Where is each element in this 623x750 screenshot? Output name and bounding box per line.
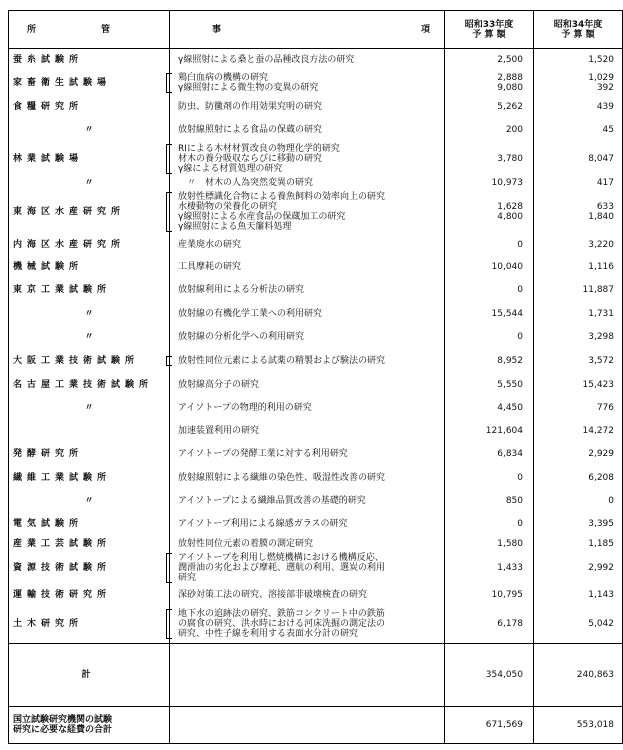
row-matter-item: 放射線の分析化学への利用研究 bbox=[178, 331, 305, 342]
row-matter-item: γ線照射による水産食品の保蔵加工の研究 bbox=[178, 211, 346, 222]
row-matter-item: アイソトープによる繊維品質改善の基礎的研究 bbox=[178, 495, 366, 506]
row-fy34-value: 1,731 bbox=[588, 308, 614, 319]
row-fy33-value: 4,450 bbox=[497, 402, 523, 413]
row-matter-item: 放射線高分子の研究 bbox=[178, 379, 260, 390]
grand-total-empty bbox=[170, 707, 445, 744]
row-fy34 bbox=[534, 512, 623, 536]
row-fy33 bbox=[445, 374, 534, 396]
row-fy34 bbox=[534, 256, 623, 278]
row-matter-item: 材木の養分吸収ならびに移動の研究 bbox=[178, 153, 323, 164]
row-matter-lines bbox=[174, 73, 440, 93]
row-fy33 bbox=[445, 49, 534, 71]
grand-total-label bbox=[9, 707, 170, 744]
row-matter-item: 加速装置利用の研究 bbox=[178, 425, 260, 436]
row-office: 東海区水産研究所 bbox=[13, 206, 126, 217]
row-fy34 bbox=[534, 302, 623, 326]
row-fy34 bbox=[534, 118, 623, 142]
row-matter bbox=[170, 118, 445, 142]
row-matter-lines bbox=[174, 309, 440, 319]
table-row bbox=[9, 552, 623, 584]
row-matter-item: 地下水の追跡法の研究、鉄筋コンクリート中の鉄筋 bbox=[178, 609, 385, 620]
row-fy34 bbox=[534, 584, 623, 606]
row-matter-lines bbox=[174, 553, 440, 583]
row-fy34-value: 2,929 bbox=[588, 448, 614, 459]
row-matter-lines bbox=[174, 449, 440, 459]
row-matter-item: の腐食の研究、洪水時における河床洗掘の測定法の bbox=[178, 619, 386, 630]
header-fy33-year: 昭和33年度 bbox=[464, 19, 514, 30]
row-matter-lines bbox=[174, 192, 440, 232]
row-fy33-value: 0 bbox=[517, 331, 523, 342]
row-fy33-value: 10,040 bbox=[491, 261, 523, 272]
header-fy34-label: 予 算 額 bbox=[561, 29, 595, 40]
table-row bbox=[9, 490, 623, 512]
table-row bbox=[9, 118, 623, 142]
row-fy34 bbox=[534, 49, 623, 71]
row-fy33 bbox=[445, 490, 534, 512]
table-row bbox=[9, 348, 623, 374]
row-office: 機械試験所 bbox=[13, 261, 84, 272]
header-matter-a: 事 bbox=[212, 24, 222, 35]
row-matter-lines bbox=[174, 178, 440, 188]
row-fy33-value: 15,544 bbox=[491, 308, 523, 319]
row-fy33 bbox=[445, 536, 534, 552]
row-matter bbox=[170, 256, 445, 278]
row-matter-lines bbox=[174, 403, 440, 413]
total-empty bbox=[170, 644, 445, 707]
budget-table bbox=[8, 10, 623, 744]
row-matter-lines bbox=[174, 590, 440, 600]
row-fy34 bbox=[534, 420, 623, 442]
row-fy33-value: 2,500 bbox=[497, 54, 523, 65]
row-office: 家畜衛生試験場 bbox=[13, 78, 112, 88]
row-matter bbox=[170, 584, 445, 606]
row-matter bbox=[170, 348, 445, 374]
table-row bbox=[9, 49, 623, 71]
row-fy34-value: 1,520 bbox=[588, 54, 614, 65]
row-office: 〃 bbox=[84, 177, 94, 188]
row-fy33-value: 1,433 bbox=[497, 562, 523, 573]
row-matter bbox=[170, 606, 445, 644]
row-fy34 bbox=[534, 278, 623, 302]
brace-mark bbox=[166, 144, 172, 174]
row-office: 〃 bbox=[84, 495, 94, 506]
row-matter-lines bbox=[174, 426, 440, 436]
row-office: 林業試験場 bbox=[13, 153, 84, 164]
row-fy34-value: 14,272 bbox=[582, 425, 614, 436]
row-office: 産業工芸試験所 bbox=[13, 538, 112, 549]
row-matter-item: アイソトープを利用し燃焼機構における機構反応、 bbox=[178, 552, 384, 563]
row-fy33-value: 10,973 bbox=[491, 177, 523, 188]
row-fy33 bbox=[445, 396, 534, 420]
row-fy34-value: 417 bbox=[596, 177, 614, 188]
row-fy34 bbox=[534, 396, 623, 420]
row-matter-item: 放射線照射による食品の保蔵の研究 bbox=[178, 124, 323, 135]
table-row bbox=[9, 536, 623, 552]
total-label: 計 bbox=[9, 644, 170, 707]
row-office: 大阪工業技術試験所 bbox=[13, 355, 140, 366]
row-office: 〃 bbox=[84, 308, 94, 319]
grand-total-row bbox=[9, 707, 623, 744]
row-fy34-value: 1,840 bbox=[588, 211, 614, 222]
row-fy34 bbox=[534, 490, 623, 512]
row-matter-item: γ線照射による桑と蚕の品種改良方法の研究 bbox=[178, 54, 355, 65]
grand-total-label-1: 国立試験研究機関の試験 bbox=[13, 715, 113, 725]
row-office: 発酵研究所 bbox=[13, 448, 84, 459]
row-fy33 bbox=[445, 256, 534, 278]
table-row bbox=[9, 234, 623, 256]
row-matter-lines bbox=[174, 539, 440, 549]
row-fy34-value: 6,208 bbox=[588, 472, 614, 483]
brace-mark bbox=[166, 192, 172, 232]
header-fy34 bbox=[534, 11, 623, 49]
row-matter-item: RIによる木材材質改良の物理化学的研究 bbox=[178, 143, 340, 154]
row-fy34-value: 5,042 bbox=[588, 619, 614, 630]
row-fy33-value: 850 bbox=[505, 495, 523, 506]
row-matter bbox=[170, 374, 445, 396]
row-fy33 bbox=[445, 278, 534, 302]
row-matter-lines bbox=[174, 332, 440, 342]
table-row bbox=[9, 466, 623, 490]
header-matter bbox=[170, 11, 445, 49]
row-matter-lines bbox=[174, 285, 440, 295]
row-fy34 bbox=[534, 536, 623, 552]
row-matter bbox=[170, 302, 445, 326]
row-matter-item: 産業廃水の研究 bbox=[178, 239, 242, 250]
row-fy33 bbox=[445, 142, 534, 176]
table-row bbox=[9, 374, 623, 396]
row-fy33 bbox=[445, 466, 534, 490]
row-fy33-value: 9,080 bbox=[497, 83, 523, 93]
brace-mark bbox=[166, 73, 172, 93]
row-fy33-value: 3,780 bbox=[497, 153, 523, 164]
row-fy33-value: 0 bbox=[517, 518, 523, 529]
grand-total-label-2: 研究に必要な経費の合計 bbox=[13, 725, 113, 735]
row-fy33 bbox=[445, 348, 534, 374]
row-office bbox=[9, 420, 170, 442]
row-fy33 bbox=[445, 552, 534, 584]
row-fy34-value: 439 bbox=[596, 101, 614, 112]
row-fy34 bbox=[534, 234, 623, 256]
row-matter bbox=[170, 176, 445, 190]
row-matter-item: 深砂対策工法の研究、溶接部非破壊検査の研究 bbox=[178, 589, 368, 600]
row-fy33 bbox=[445, 584, 534, 606]
row-matter bbox=[170, 96, 445, 118]
row-fy33 bbox=[445, 326, 534, 348]
row-fy33-value: 10,795 bbox=[491, 589, 523, 600]
row-matter bbox=[170, 49, 445, 71]
row-fy33-value: 6,178 bbox=[497, 619, 523, 630]
row-office: 内海区水産研究所 bbox=[13, 239, 126, 250]
table-row bbox=[9, 420, 623, 442]
row-matter-item: 〃 材木の人為突然変異の研究 bbox=[178, 177, 314, 188]
row-matter-lines bbox=[174, 496, 440, 506]
row-fy33 bbox=[445, 512, 534, 536]
row-matter-lines bbox=[174, 262, 440, 272]
row-fy33-value: 0 bbox=[517, 472, 523, 483]
table-row bbox=[9, 606, 623, 644]
row-matter-item: γ線照射による魚天簾料処理 bbox=[178, 221, 292, 232]
row-fy33-value: 2,888 bbox=[497, 73, 523, 83]
row-office: 名古屋工業技術試験所 bbox=[13, 379, 154, 390]
row-matter bbox=[170, 552, 445, 584]
row-matter-lines bbox=[174, 55, 440, 65]
row-fy33-value: 0 bbox=[517, 239, 523, 250]
table-row bbox=[9, 584, 623, 606]
brace-mark bbox=[166, 356, 172, 366]
row-fy34 bbox=[534, 176, 623, 190]
row-fy34 bbox=[534, 442, 623, 466]
row-matter-lines bbox=[174, 519, 440, 529]
row-office: 運輸技術研究所 bbox=[13, 589, 112, 600]
header-fy33-label: 予 算 額 bbox=[472, 29, 506, 40]
row-fy34-value: 392 bbox=[596, 83, 614, 93]
row-fy34-value: 8,047 bbox=[588, 153, 614, 164]
row-matter-lines bbox=[174, 473, 440, 483]
brace-mark bbox=[166, 609, 172, 639]
row-fy33 bbox=[445, 176, 534, 190]
row-fy34-value: 15,423 bbox=[582, 379, 614, 390]
row-matter-item: γ線照射による微生物の変異の研究 bbox=[178, 83, 319, 93]
row-matter-lines bbox=[174, 102, 440, 112]
header-office: 所 管 bbox=[9, 11, 170, 49]
row-fy33-value: 4,800 bbox=[497, 211, 523, 222]
row-office: 〃 bbox=[84, 124, 94, 135]
row-fy34 bbox=[534, 190, 623, 234]
header-fy34-year: 昭和34年度 bbox=[553, 19, 603, 30]
row-fy34 bbox=[534, 606, 623, 644]
row-matter-item: 鶏白血病の機構の研究 bbox=[178, 73, 269, 83]
total-row bbox=[9, 644, 623, 707]
row-office: 電気試験所 bbox=[13, 518, 84, 529]
total-fy33: 354,050 bbox=[445, 644, 534, 707]
row-office: 繊維工業試験所 bbox=[13, 472, 112, 483]
row-office: 〃 bbox=[84, 331, 94, 342]
grand-total-fy33: 671,569 bbox=[445, 707, 534, 744]
row-fy33-value: 1,628 bbox=[497, 201, 523, 212]
row-matter bbox=[170, 442, 445, 466]
table-body bbox=[9, 49, 623, 644]
brace-mark bbox=[166, 553, 172, 583]
row-matter-item: 放射性同位元素の着膜の測定研究 bbox=[178, 538, 314, 549]
row-matter bbox=[170, 490, 445, 512]
total-fy34: 240,863 bbox=[534, 644, 623, 707]
row-matter-lines bbox=[174, 380, 440, 390]
row-fy33-value: 200 bbox=[505, 124, 523, 135]
table-header-row bbox=[9, 11, 623, 49]
row-fy34-value: 2,992 bbox=[588, 562, 614, 573]
row-fy33-value: 5,262 bbox=[497, 101, 523, 112]
table-row bbox=[9, 278, 623, 302]
row-fy33-value: 1,580 bbox=[497, 538, 523, 549]
row-matter-item: 研究 bbox=[178, 572, 197, 583]
row-matter-item: 防虫、防黴剤の作用効果究明の研究 bbox=[178, 101, 323, 112]
row-matter bbox=[170, 326, 445, 348]
row-fy34 bbox=[534, 348, 623, 374]
row-fy34 bbox=[534, 374, 623, 396]
row-fy34-value: 1,143 bbox=[588, 589, 614, 600]
row-fy34 bbox=[534, 71, 623, 96]
row-fy33 bbox=[445, 96, 534, 118]
row-fy33 bbox=[445, 420, 534, 442]
table-row bbox=[9, 512, 623, 536]
row-fy33 bbox=[445, 118, 534, 142]
row-fy34-value: 776 bbox=[596, 402, 614, 413]
row-matter-lines bbox=[174, 356, 440, 366]
row-fy34-value: 0 bbox=[608, 495, 614, 506]
header-matter-b: 項 bbox=[420, 24, 430, 35]
row-fy34-value: 633 bbox=[596, 201, 614, 212]
row-office: 蚕糸試験所 bbox=[13, 54, 84, 65]
row-fy33-value: 121,604 bbox=[485, 425, 523, 436]
row-fy33-value: 6,834 bbox=[497, 448, 523, 459]
table-row bbox=[9, 442, 623, 466]
row-matter-item: アイソトープの物理的利用の研究 bbox=[178, 402, 312, 413]
row-fy34-value: 3,395 bbox=[588, 518, 614, 529]
row-matter bbox=[170, 190, 445, 234]
row-fy34-value: 1,185 bbox=[588, 538, 614, 549]
row-matter-item: アイソトープの発酵工業に対する利用研究 bbox=[178, 448, 348, 459]
row-matter bbox=[170, 420, 445, 442]
row-fy34-value: 3,220 bbox=[588, 239, 614, 250]
header-fy33 bbox=[445, 11, 534, 49]
row-fy33 bbox=[445, 442, 534, 466]
row-matter-lines bbox=[174, 609, 440, 639]
row-fy33 bbox=[445, 606, 534, 644]
table-row bbox=[9, 142, 623, 176]
table-row bbox=[9, 190, 623, 234]
row-matter-lines bbox=[174, 125, 440, 135]
row-fy33 bbox=[445, 234, 534, 256]
row-fy33 bbox=[445, 190, 534, 234]
row-fy34-value: 3,572 bbox=[588, 355, 614, 366]
row-matter-item: 放射線の有機化学工業への利用研究 bbox=[178, 308, 323, 319]
table-row bbox=[9, 326, 623, 348]
row-fy34 bbox=[534, 142, 623, 176]
row-fy34 bbox=[534, 96, 623, 118]
table-row bbox=[9, 71, 623, 96]
row-fy33-value: 5,550 bbox=[497, 379, 523, 390]
row-fy34-value: 1,116 bbox=[588, 261, 614, 272]
row-office: 土木研究所 bbox=[13, 619, 84, 630]
row-matter bbox=[170, 71, 445, 96]
row-matter bbox=[170, 512, 445, 536]
row-matter-item: 工具摩耗の研究 bbox=[178, 261, 242, 272]
row-matter-lines bbox=[174, 240, 440, 250]
table-row bbox=[9, 396, 623, 420]
row-fy34-value: 3,298 bbox=[588, 331, 614, 342]
table-row bbox=[9, 176, 623, 190]
row-matter bbox=[170, 142, 445, 176]
row-fy33 bbox=[445, 302, 534, 326]
row-matter bbox=[170, 466, 445, 490]
row-fy34-value: 1,029 bbox=[588, 73, 614, 83]
row-matter-item: γ線による材質処理の研究 bbox=[178, 163, 283, 174]
row-matter bbox=[170, 234, 445, 256]
row-fy33 bbox=[445, 71, 534, 96]
row-matter-item: 潤滑油の劣化および摩耗、遡航の利用、選炭の利用 bbox=[178, 562, 386, 573]
row-matter-item: 放射線利用による分析法の研究 bbox=[178, 284, 305, 295]
row-office: 食糧研究所 bbox=[13, 101, 84, 112]
row-office: 〃 bbox=[84, 402, 94, 413]
row-matter-lines bbox=[174, 144, 440, 174]
row-fy34-value: 45 bbox=[602, 124, 614, 135]
row-office: 東京工業試験所 bbox=[13, 284, 112, 295]
table-row bbox=[9, 96, 623, 118]
row-matter-item: 水棲動物の栄養化の研究 bbox=[178, 201, 278, 212]
table-row bbox=[9, 256, 623, 278]
row-matter-item: 研究、中性子線を利用する表面水分計の研究 bbox=[178, 629, 359, 640]
row-matter bbox=[170, 536, 445, 552]
row-fy33-value: 8,952 bbox=[497, 355, 523, 366]
row-matter-item: 放射性標識化合物による養魚飼料の効率向上の研究 bbox=[178, 191, 386, 202]
row-fy34 bbox=[534, 326, 623, 348]
row-matter bbox=[170, 278, 445, 302]
row-matter bbox=[170, 396, 445, 420]
row-fy33-value: 0 bbox=[517, 284, 523, 295]
grand-total-fy34: 553,018 bbox=[534, 707, 623, 744]
table-row bbox=[9, 302, 623, 326]
row-fy34 bbox=[534, 552, 623, 584]
row-matter-item: 放射性同位元素による試薬の精製および験法の研究 bbox=[178, 355, 386, 366]
row-fy34-value: 11,887 bbox=[582, 284, 614, 295]
row-office: 資源技術試験所 bbox=[13, 562, 112, 573]
row-matter-item: アイソトープ利用による線感ガラスの研究 bbox=[178, 518, 348, 529]
row-matter-item: 放射線照射による繊維の染色性、吸湿性改善の研究 bbox=[178, 472, 386, 483]
row-fy34 bbox=[534, 466, 623, 490]
